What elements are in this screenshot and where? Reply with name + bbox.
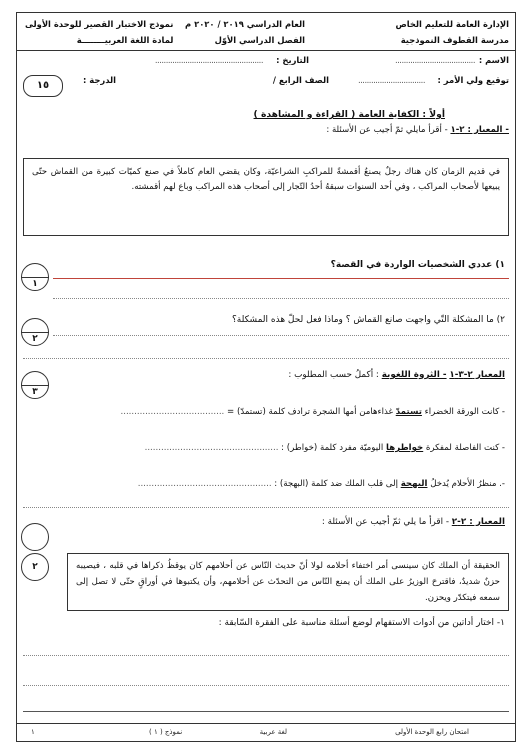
page-frame [16, 12, 516, 742]
info-row-signature [23, 75, 509, 89]
name-field[interactable]: ..................................... [394, 55, 475, 65]
footer-exam: امتحان رابع الوحدة الأولى [395, 728, 469, 736]
vocab-item-3-pre: -. منظرُ الأحلام يُدخلُ [427, 479, 505, 489]
q1-answer-line[interactable] [53, 278, 509, 279]
q3-answer-line-3[interactable] [23, 711, 509, 712]
question-2-text: ٢) ما المشكلة التّي واجهت صانع القماش ؟ وماذا فعل لحلّ هذه المشكلة؟ [232, 315, 505, 325]
class-label: الصف الرابع / [272, 75, 329, 85]
q1-score: ١ [32, 279, 38, 289]
section2-standard-key: المعيار ٢-٣-١ [449, 370, 505, 380]
section2-score: ٣ [32, 387, 38, 397]
grade-label: الدرجة : [83, 75, 117, 85]
question-3-1-text: ١- اختار أداتين من أدوات الاستفهام لوضع أسئلة مناسبة على الفقرة السّابقة : [218, 618, 505, 628]
exam-header [17, 13, 515, 51]
header-subject: لمادة اللغة العربيــــــــة [76, 35, 174, 45]
question-1-text: ١) عددي الشخصيات الواردة في القصة؟ [330, 260, 505, 270]
section3-standard [322, 517, 505, 529]
section3-standard-text: - اقرأ ما يلي ثمّ أجيب عن الأسئلة : [321, 517, 449, 527]
section-divider [23, 507, 509, 508]
signature-label: توقيع ولي الأمر : [437, 75, 509, 85]
footer-subject: لغة عربية [259, 728, 287, 736]
info-row-name [23, 55, 509, 69]
section1-title: أولاً : الكفاية العامة ( القراءة و المشاهدة ) [253, 109, 445, 120]
date-label: التاريخ : [276, 55, 309, 65]
header-school-name: مدرسة القطوف النموذجية [400, 35, 509, 45]
reading-passage-2: الحقيقة أن الملك كان سينسى أمر اختفاء أحلامه لولا أنّ حديث النّاس عن أحلامهم كان يوقظُ ذكراها في قلبه ، فيصيبه حزنٌ شديدٌ، فاقترحَ الوزيرُ على الملك أن يمنع النّاس من التحدّث عن أحلامهم، وأن يكتبوها في أوراقٍ حتّى لا تصل إلى سمعه فيتكدّر ويحزن. [67, 553, 509, 611]
question-3-1 [219, 617, 505, 629]
q3-answer-line-2[interactable] [23, 685, 509, 686]
vocab-item-3-answer[interactable]: ................................................. [137, 479, 272, 489]
q2-answer-line[interactable] [53, 335, 509, 336]
vocab-item-3-post: إلى قلب الملك ضد كلمة (البهجة) : [271, 479, 401, 489]
grade-box [23, 75, 63, 97]
question-2 [232, 314, 505, 326]
vocab-item-3-word: البهجة [400, 479, 428, 489]
name-label: الاسم : [478, 55, 509, 65]
student-info [17, 51, 515, 93]
vocab-item-1-post: غذاءهامن أمها الشجرة ترادف كلمة (تستمدّ) = [224, 407, 396, 417]
grade-total: ١٥ [36, 80, 50, 91]
vocab-item-1 [120, 407, 505, 419]
header-authority: الإدارة العامة للتعليم الخاص [395, 19, 509, 29]
q3-answer-line-1[interactable] [23, 655, 509, 656]
vocab-item-2-answer[interactable]: ................................................. [144, 443, 279, 453]
section1-standard [326, 125, 509, 137]
page-footer [17, 723, 515, 741]
section2-standard-title: - الثروة اللغوية [381, 370, 447, 380]
section3-standard-key: المعيار : ٢-٢ [451, 517, 505, 527]
header-term-info [185, 16, 305, 48]
date-field[interactable]: .................................................. [154, 55, 263, 65]
section3-score: ٢ [32, 562, 38, 572]
q1-answer-line-2[interactable] [53, 298, 509, 299]
vocab-item-1-answer[interactable]: ...................................... [120, 407, 225, 417]
section2-standard [288, 370, 505, 382]
question-1 [331, 259, 505, 271]
vocab-item-2 [145, 443, 505, 455]
header-academic-year: العام الدراسي ٢٠١٩ / ٢٠٢٠ م [185, 19, 305, 29]
header-exam-title: نموذج الاختبار القصير للوحدة الأولى [25, 19, 174, 29]
header-semester: الفصل الدراسي الأوّل [214, 35, 305, 45]
signature-field[interactable]: ............................... [357, 75, 425, 85]
section3-score-circle [21, 523, 49, 551]
section2-standard-text: : أكملُ حسب المطلوب : [288, 370, 379, 380]
reading-passage-1: في قديم الزمان كان هناك رجلٌ يصنعُ أقمشةً للمراكبِ الشراعيّة، وكان يقضي العام كاملاً في صنع كميّات كبيرة من القماش حتّى يبيعها لأصحاب المراكب ، وفي أحد السنوات سبقهُ أحدُ التّجار إلى أصحاب هذه المراكب وباع لهم أقمشته. [23, 158, 509, 236]
q2-answer-line-2[interactable] [23, 358, 509, 359]
footer-page-number: ١ [31, 728, 35, 736]
section1-standard-key: - المعيار : ٢-١ [450, 125, 509, 135]
header-school-info [395, 16, 509, 48]
vocab-item-2-word: خواطرها [386, 443, 424, 453]
footer-model: نموذج ( ١ ) [149, 728, 183, 736]
vocab-item-2-pre: - كنت الفاصلة لمفكرة [423, 443, 505, 453]
vocab-item-1-pre: - كانت الورقة الخضراء [421, 407, 505, 417]
header-exam-info [25, 16, 173, 48]
section1-standard-text: - أقرأ مايلي ثمّ أجيب عن الأسئلة : [326, 125, 448, 135]
q2-score: ٢ [32, 334, 38, 344]
vocab-item-1-word: تستمدّ [395, 407, 422, 417]
vocab-item-3 [138, 479, 505, 491]
vocab-item-2-post: اليوميّة مفرد كلمة (خواطر) : [278, 443, 387, 453]
